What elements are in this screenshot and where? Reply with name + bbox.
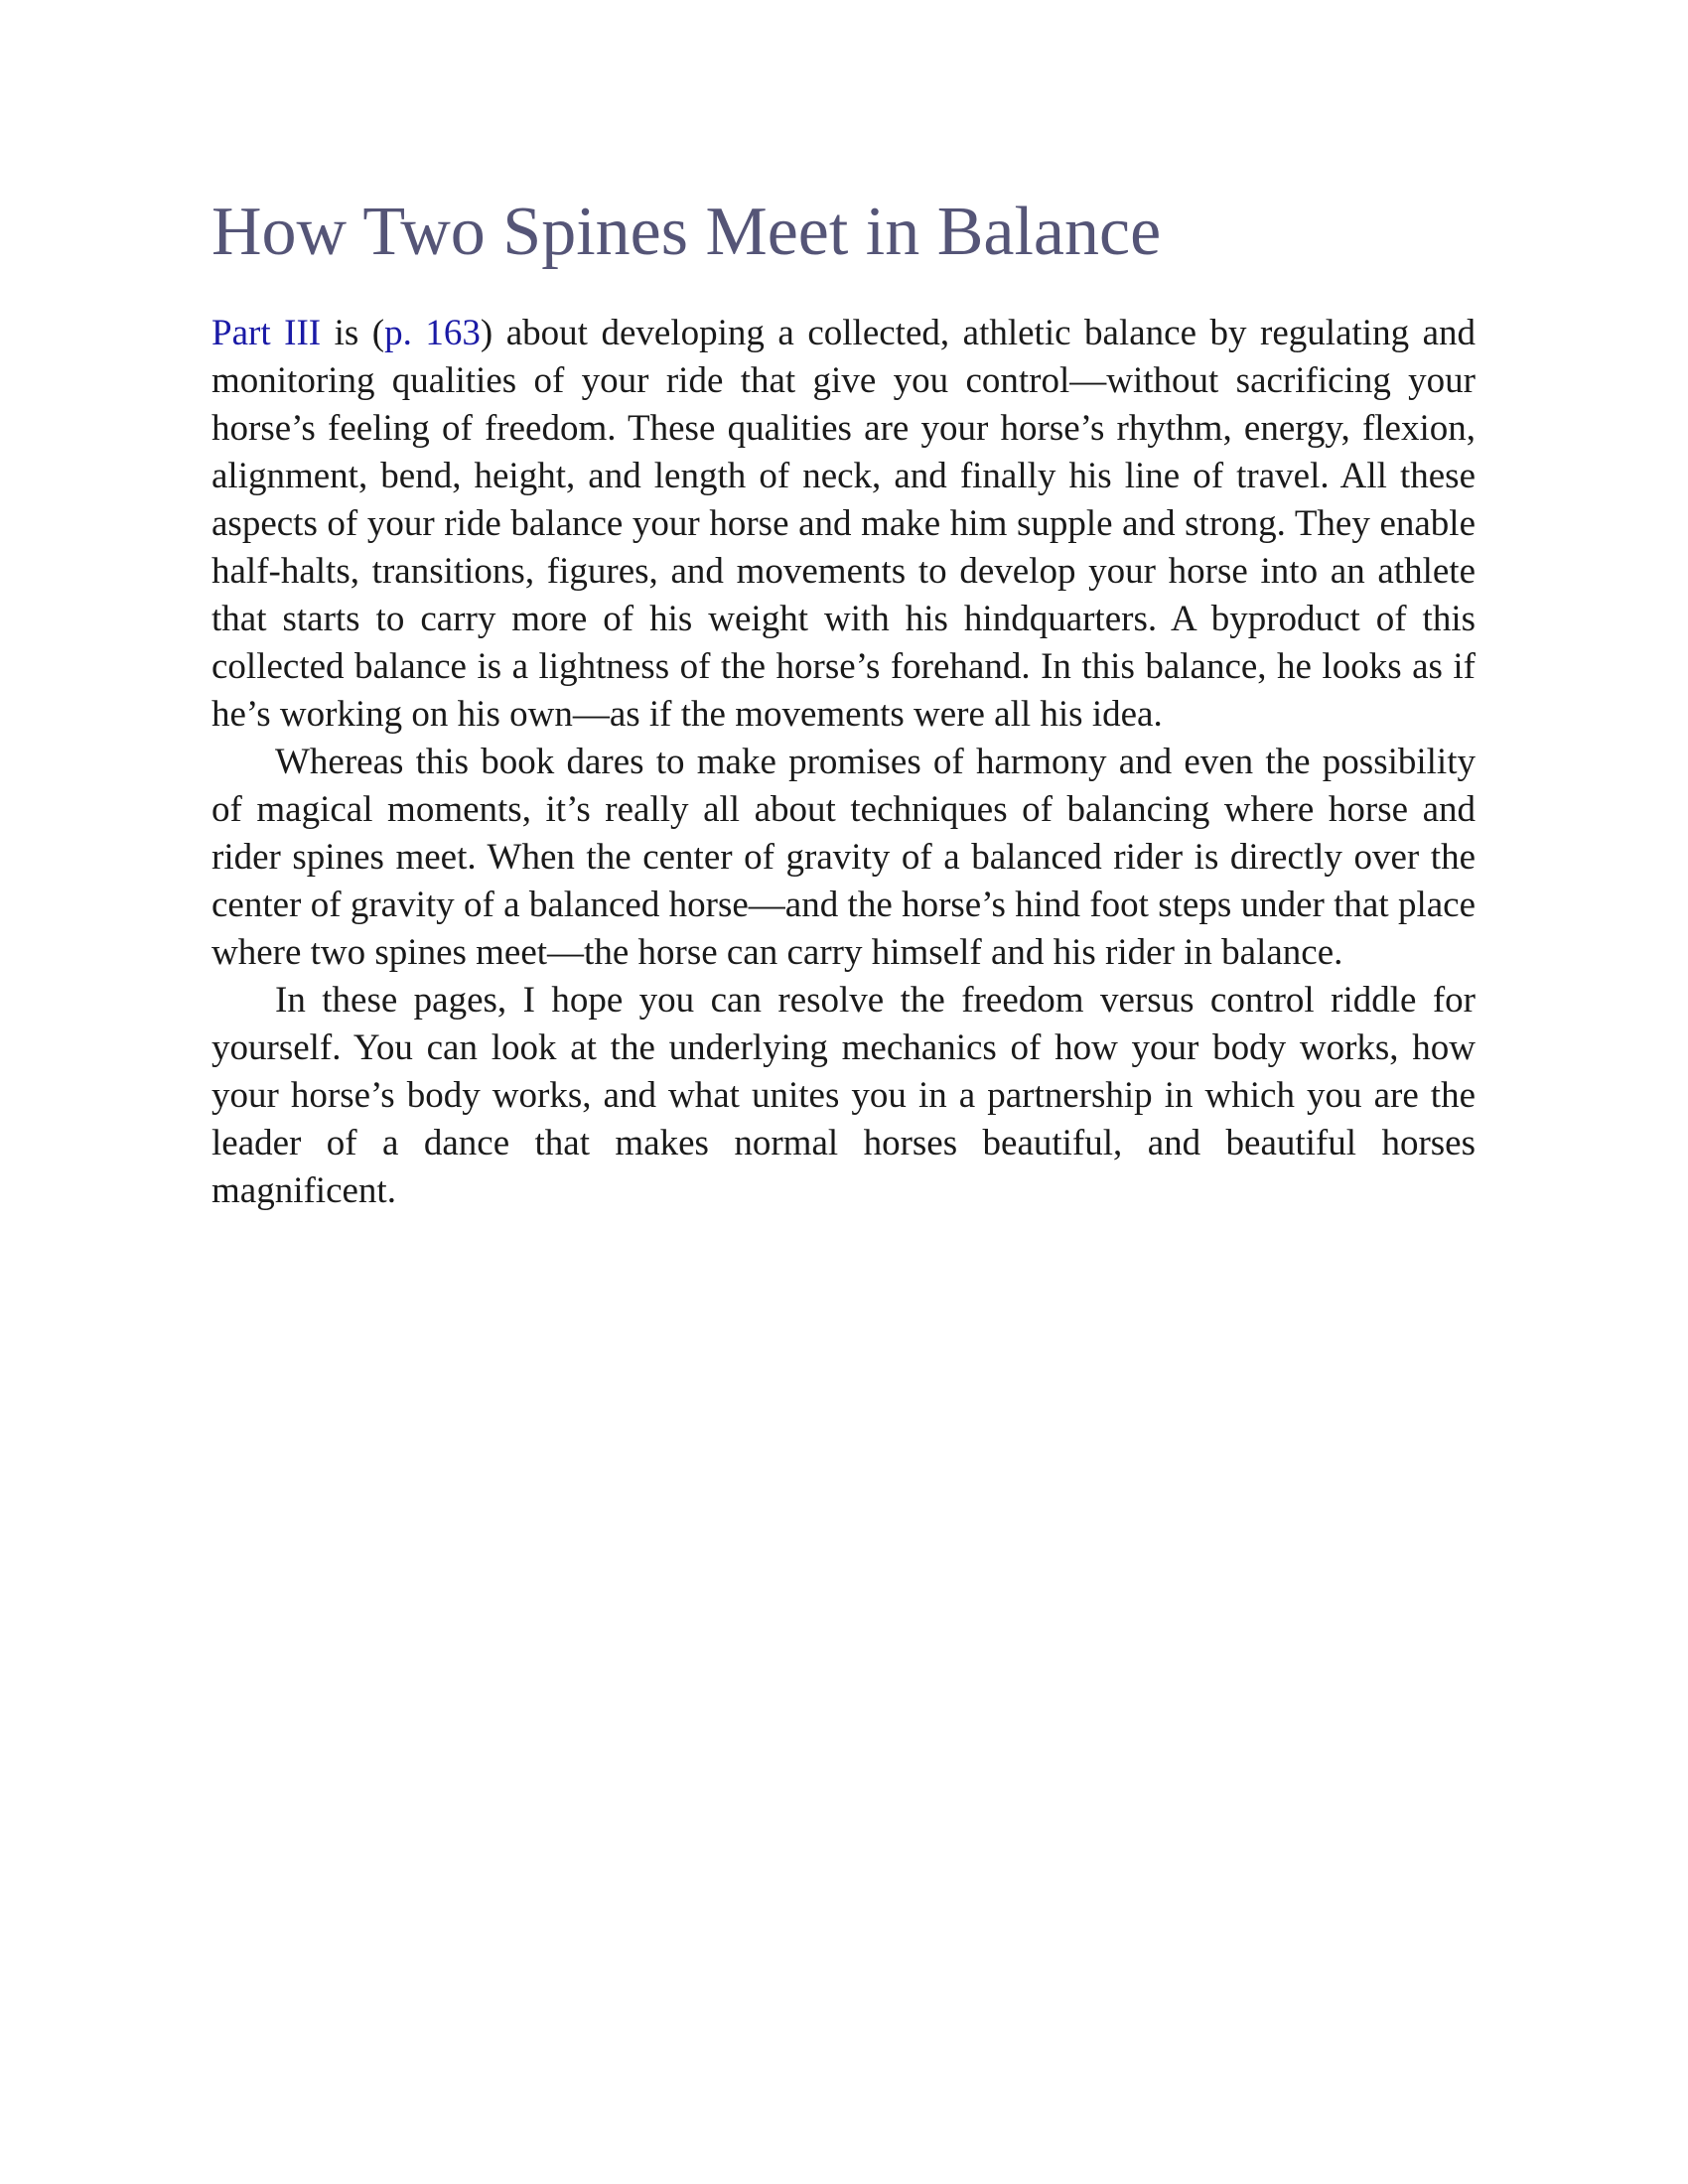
page-content bbox=[211, 191, 1476, 1215]
paragraph-1-text-a: is ( bbox=[321, 313, 385, 353]
page-163-link[interactable]: p. 163 bbox=[384, 313, 481, 353]
body-text bbox=[211, 310, 1476, 1215]
paragraph-1 bbox=[211, 310, 1476, 739]
part-iii-link[interactable]: Part III bbox=[211, 313, 322, 353]
chapter-title: How Two Spines Meet in Balance bbox=[211, 194, 1162, 270]
paragraph-3: In these pages, I hope you can resolve the freedom versus control riddle for yourself. You can look at the underlying mechanics of how your body works, how your horse’s body works, and what unites you in a partnership in which you are the leader of a dance that makes normal horses beautiful, and beautiful horses magnificent. bbox=[211, 980, 1476, 1211]
paragraph-1-text-b: ) about developing a collected, athletic balance by regulating and monitoring qualities of your ride that give you control—without sacrificing your horse’s feeling of freedom. These qualities are your horse’s rhythm, energy, flexion, alignment, bend, height, and length of neck, and finally his line of travel. All these aspects of your ride balance your horse and make him supple and strong. They enable half-halts, transitions, figures, and movements to develop your horse into an athlete that starts to carry more of his weight with his hindquarters. A byproduct of this collected balance is a lightness of the horse’s forehand. In this balance, he looks as if he’s working on his own—as if the movements were all his idea. bbox=[211, 313, 1477, 735]
paragraph-2: Whereas this book dares to make promises of harmony and even the possibility of magical moments, it’s really all about techniques of balancing where horse and rider spines meet. When the center of gravity of a balanced rider is directly over the center of gravity of a balanced horse—and the horse’s hind foot steps under that place where two spines meet—the horse can carry himself and his rider in balance. bbox=[211, 742, 1476, 973]
